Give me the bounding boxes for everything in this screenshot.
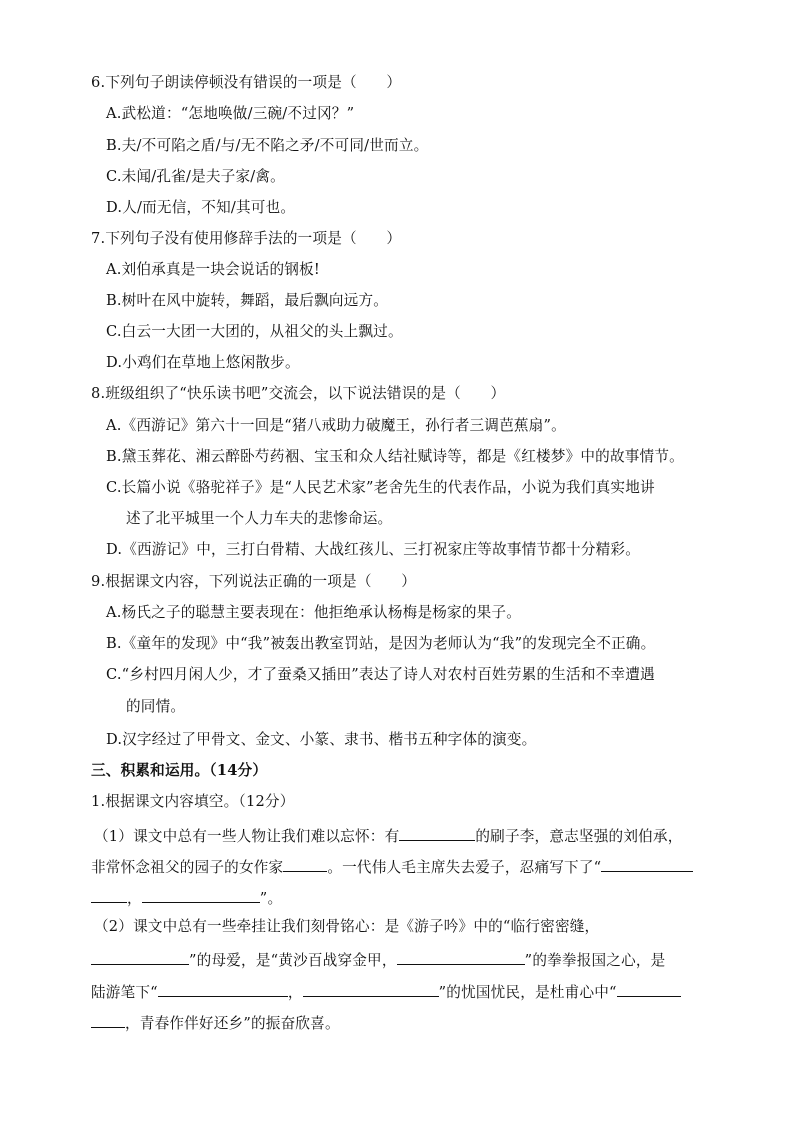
answer-blank[interactable] <box>399 824 475 841</box>
fill-text: ，青春作伴好还乡”的振奋欣喜。 <box>125 1015 340 1032</box>
fill-text: 。一代伟人毛主席失去爱子，忍痛写下了“ <box>327 859 602 876</box>
question-7-option-a: A.刘伯承真是一块会说话的钢板! <box>106 261 320 278</box>
question-6-option-a: A.武松道：“怎地唤做/三碗/不过冈？” <box>106 105 355 122</box>
answer-blank[interactable] <box>397 948 525 965</box>
answer-blank[interactable] <box>91 886 127 903</box>
section-3-heading: 三、积累和运用。（14分） <box>91 762 268 779</box>
question-7-option-c: C.白云一大团一大团的，从祖父的头上飘过。 <box>106 323 403 340</box>
answer-blank[interactable] <box>91 948 189 965</box>
question-9-option-c: C.“乡村四月闲人少，才了蚕桑又插田”表达了诗人对农村百姓劳累的生活和不幸遭遇 <box>106 666 655 683</box>
question-8-option-c: C.长篇小说《骆驼祥子》是“人民艺术家”老舍先生的代表作品，小说为我们真实地讲 <box>106 479 655 496</box>
question-8-stem: 8.班级组织了“快乐读书吧”交流会，以下说法错误的是（ ） <box>91 385 506 402</box>
question-9-option-b: B.《童年的发现》中“我”被轰出教室罚站，是因为老师认为“我”的发现完全不正确。 <box>106 635 656 652</box>
question-9-option-c-continued: 的同情。 <box>126 698 186 715</box>
fill-paragraph-2-line-1 <box>0 917 794 939</box>
fill-text: ”的忧国忧民，是杜甫心中“ <box>438 984 617 1001</box>
fill-paragraph-1-line-2 <box>0 855 794 877</box>
question-9-option-a: A.杨氏之子的聪慧主要表现在：他拒绝承认杨梅是杨家的果子。 <box>106 604 522 621</box>
answer-blank[interactable] <box>158 980 288 997</box>
question-6-option-d: D.人/而无信，不知/其可也。 <box>106 199 296 216</box>
question-6-option-c: C.未闻/孔雀/是夫子家/禽。 <box>106 168 285 185</box>
question-9-option-d: D.汉字经过了甲骨文、金文、小篆、隶书、楷书五种字体的演变。 <box>106 731 537 748</box>
fill-paragraph-1-line-3 <box>0 886 794 908</box>
answer-blank[interactable] <box>601 855 693 872</box>
fill-text: 陆游笔下“ <box>91 984 158 1001</box>
fill-text: ”的母爱，是“黄沙百战穿金甲， <box>189 952 397 969</box>
fill-paragraph-2-line-4 <box>0 1011 794 1033</box>
question-8-option-a: A.《西游记》第六十一回是“猪八戒助力破魔王，孙行者三调芭蕉扇”。 <box>106 417 566 434</box>
section-3-question-1: 1.根据课文内容填空。（12分） <box>91 793 295 810</box>
question-7-option-b: B.树叶在风中旋转，舞蹈，最后飘向远方。 <box>106 292 389 309</box>
question-8-option-b: B.黛玉葬花、湘云醉卧芍药裀、宝玉和众人结社赋诗等，都是《红楼梦》中的故事情节。 <box>106 448 684 465</box>
question-7-stem: 7.下列句子没有使用修辞手法的一项是（ ） <box>91 230 402 247</box>
question-8-option-c-continued: 述了北平城里一个人力车夫的悲惨命运。 <box>126 510 393 527</box>
question-8-option-d: D.《西游记》中，三打白骨精、大战红孩儿、三打祝家庄等故事情节都十分精彩。 <box>106 541 641 558</box>
fill-text: （1）课文中总有一些人物让我们难以忘怀：有 <box>94 828 400 845</box>
fill-text: ”。 <box>259 890 283 907</box>
fill-text: （2）课文中总有一些牵挂让我们刻骨铭心：是《游子吟》中的“临行密密缝， <box>94 918 600 935</box>
question-7-option-d: D.小鸡们在草地上悠闲散步。 <box>106 354 300 371</box>
fill-text: ， <box>127 890 142 907</box>
answer-blank[interactable] <box>303 980 439 997</box>
answer-blank[interactable] <box>617 980 681 997</box>
fill-paragraph-2-line-2 <box>0 948 794 970</box>
fill-text: 的刷子李，意志坚强的刘伯承， <box>475 828 683 845</box>
fill-text: ”的拳拳报国之心，是 <box>524 952 666 969</box>
fill-paragraph-1-line-1 <box>0 824 794 846</box>
fill-paragraph-2-line-3 <box>0 980 794 1002</box>
question-6-stem: 6.下列句子朗读停顿没有错误的一项是（ ） <box>91 74 402 91</box>
question-6-option-b: B.夫/不可陷之盾/与/无不陷之矛/不可同/世而立。 <box>106 137 429 154</box>
question-9-stem: 9.根据课文内容，下列说法正确的一项是（ ） <box>91 573 416 590</box>
fill-text: ， <box>287 984 303 1001</box>
answer-blank[interactable] <box>142 886 260 903</box>
fill-text: 非常怀念祖父的园子的女作家 <box>91 859 284 876</box>
answer-blank[interactable] <box>91 1011 125 1028</box>
answer-blank[interactable] <box>283 855 327 872</box>
